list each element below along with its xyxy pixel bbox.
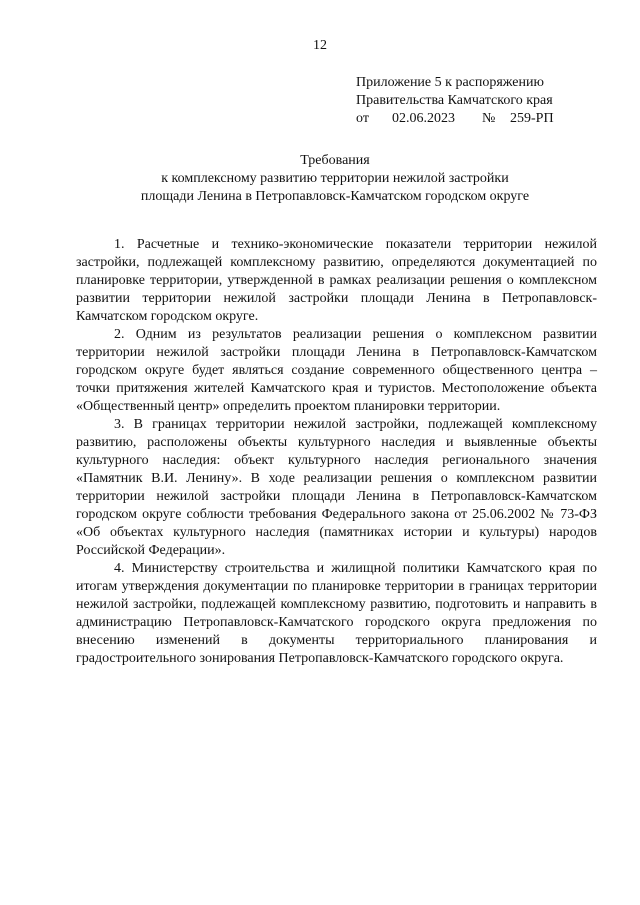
- paragraph-4: 4. Министерству строительства и жилищной политики Камчатского края по итогам утверждения документации по планировке территории в границах территории нежилой застройки, подлежащей комплексному развитию, подготовить и направить в администрацию Петропавловск-Камчатского городского округа предложения по внесению изменений в документы территориального планирования и градостроительного зонирования Петропавловск-Камчатского городского округа.: [76, 561, 597, 666]
- title-line-3: площади Ленина в Петропавловск-Камчатском городском округе: [140, 189, 530, 204]
- page-number: 12: [313, 38, 327, 53]
- annex-line-2: Правительства Камчатского края: [356, 93, 553, 108]
- paragraph-2: 2. Одним из результатов реализации решения о комплексном развитии территории нежилой застройки площади Ленина в Петропавловск-Камчатском городском округе будет являться создание современного общественного центра – точки притяжения жителей Камчатского края и туристов. Местоположение объекта «Общественный центр» определить проектом планировки территории.: [76, 327, 597, 414]
- annex-date: 02.06.2023: [392, 111, 455, 126]
- annex-number: 259-РП: [510, 111, 554, 126]
- annex-line-1: Приложение 5 к распоряжению: [356, 75, 544, 90]
- annex-number-sign: №: [482, 111, 496, 126]
- title-line-2: к комплексному развитию территории нежилой застройки: [161, 171, 509, 186]
- document-body: [76, 236, 597, 668]
- paragraph-1: 1. Расчетные и технико-экономические показатели территории нежилой застройки, подлежащей комплексному развитию, определяются документацией по планировке территории, утвержденной в рамках реализации решения о комплексном развитии территории нежилой застройки площади Ленина в Петропавловск-Камчатском городском округе.: [76, 237, 597, 324]
- paragraph-3: 3. В границах территории нежилой застройки, подлежащей комплексному развитию, расположены объекты культурного наследия и выявленные объекты культурного наследия: объект культурного наследия регионального значения «Памятник В.И. Ленину». В ходе реализации решения о комплексном развитии территории нежилой застройки площади Ленина в Петропавловск-Камчатском городском округе соблюсти требования Федерального закона от 25.06.2002 № 73-ФЗ «Об объектах культурного наследия (памятниках истории и культуры) народов Российской Федерации».: [76, 417, 597, 558]
- title-line-1: Требования: [300, 153, 370, 168]
- document-title: [60, 152, 610, 206]
- annex-order-line: [356, 110, 616, 128]
- annex-from-label: от: [356, 111, 369, 126]
- annex-header: [356, 74, 616, 128]
